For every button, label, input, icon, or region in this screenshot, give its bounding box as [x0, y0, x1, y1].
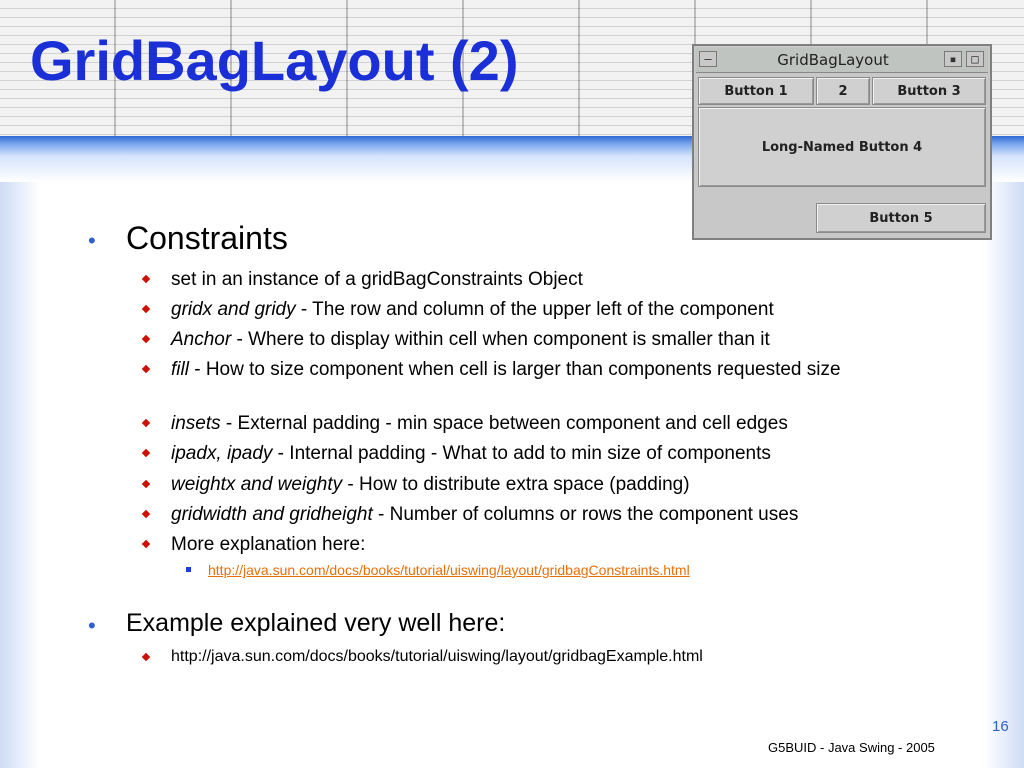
list-item: gridwidth and gridheight - Number of columns or rows the component uses	[171, 504, 799, 525]
button-1[interactable]: Button 1	[698, 77, 814, 105]
diamond-bullet	[142, 653, 150, 661]
diamond-bullet	[142, 335, 150, 343]
minimize-icon[interactable]: –	[699, 51, 717, 67]
diamond-bullet	[142, 449, 150, 457]
heading-example: Example explained very well here:	[126, 609, 506, 637]
button-5[interactable]: Button 5	[816, 203, 986, 233]
diamond-bullet	[142, 305, 150, 313]
long-named-button-4[interactable]: Long-Named Button 4	[698, 107, 986, 187]
diamond-bullet	[142, 275, 150, 283]
list-item: set in an instance of a gridBagConstraints Object	[171, 269, 583, 290]
example-url: http://java.sun.com/docs/books/tutorial/uiswing/layout/gridbagExample.html	[171, 648, 703, 665]
button-3[interactable]: Button 3	[872, 77, 986, 105]
bullet-dot: •	[88, 228, 96, 253]
diamond-bullet	[142, 419, 150, 427]
list-item: gridx and gridy - The row and column of the upper left of the component	[171, 299, 774, 320]
window-titlebar	[696, 48, 988, 73]
left-edge-gradient	[0, 182, 40, 768]
gridbag-constraints-link[interactable]: http://java.sun.com/docs/books/tutorial/uiswing/layout/gridbagConstraints.html	[208, 562, 690, 578]
maximize-icon[interactable]: □	[966, 51, 984, 67]
slide-title: GridBagLayout (2)	[30, 29, 519, 92]
list-item: ipadx, ipady - Internal padding - What to add to min size of components	[171, 443, 771, 464]
list-item: weightx and weighty - How to distribute extra space (padding)	[171, 474, 690, 495]
diamond-bullet	[142, 365, 150, 373]
page-number: 16	[992, 718, 1009, 735]
gridbaglayout-window	[692, 44, 992, 240]
diamond-bullet	[142, 540, 150, 548]
right-edge-gradient	[984, 182, 1024, 768]
button-2[interactable]: 2	[816, 77, 870, 105]
restore-icon[interactable]: ▪	[944, 51, 962, 67]
list-item: fill - How to size component when cell is larger than components requested size	[171, 359, 841, 380]
diamond-bullet	[142, 480, 150, 488]
window-title: GridBagLayout	[777, 51, 889, 69]
footer-text: G5BUID - Java Swing - 2005	[768, 740, 935, 755]
heading-constraints: Constraints	[126, 220, 288, 256]
list-item: Anchor - Where to display within cell when component is smaller than it	[171, 329, 770, 350]
list-item: More explanation here:	[171, 534, 366, 555]
bullet-dot: •	[88, 613, 96, 638]
diamond-bullet	[142, 510, 150, 518]
list-item: insets - External padding - min space between component and cell edges	[171, 413, 788, 434]
square-bullet	[186, 567, 191, 572]
